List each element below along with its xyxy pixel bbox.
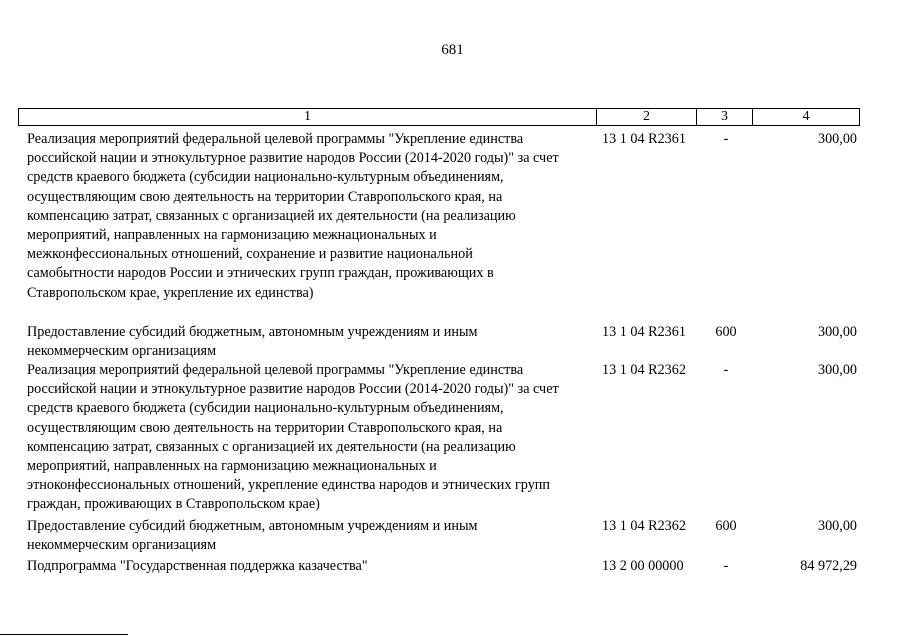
header-col-1: 1 [19,109,597,125]
row-kind: - [723,558,729,574]
description-line: осуществляющим свою деятельность на территории Ставропольского края, на [27,188,503,205]
row-code: 13 1 04 R2361 [602,324,686,340]
row-kind: - [723,131,729,147]
description-line: самобытности народов России и этнических групп граждан, проживающих в [27,265,494,282]
row-amount: 84 972,29 [800,558,857,574]
description-line: этноконфессиональных отношений, укрепление единства народов и этнических групп [27,477,550,494]
header-col-4: 4 [802,109,810,124]
row-amount: 300,00 [817,324,857,340]
row-code: 13 1 04 R2362 [602,518,686,534]
row-amount: 300,00 [817,131,857,147]
description-line: межконфессиональных отношений, сохранение и развитие национальной [27,246,473,263]
description-line: российской нации и этнокультурное развитие народов России (2014-2020 годы)" за счет [27,381,559,398]
description-line: средств краевого бюджета (субсидии национально-культурным объединениям, [27,169,504,186]
description-line: Предоставление субсидий бюджетным, автономным учреждениям и иным [27,518,478,534]
row-amount: 300,00 [817,362,857,378]
header-col-2: 2 [597,109,697,125]
description-line: Реализация мероприятий федеральной целевой программы "Укрепление единства [27,131,524,147]
row-code: 13 1 04 R2361 [602,131,686,147]
description-line: российской нации и этнокультурное развитие народов России (2014-2020 годы)" за счет [27,150,559,167]
description-line: граждан, проживающих в Ставропольском крае) [27,496,320,513]
description-line: средств краевого бюджета (субсидии национально-культурным объединениям, [27,400,504,417]
description-line: компенсацию затрат, связанных с организацией их деятельности (на реализацию [27,438,516,455]
row-description [27,517,597,555]
description-line: Предоставление субсидий бюджетным, автономным учреждениям и иным [27,324,478,340]
description-line: Реализация мероприятий федеральной целевой программы "Укрепление единства [27,362,524,378]
description-line: Подпрограмма "Государственная поддержка казачества" [27,558,368,574]
description-line: некоммерческим организациям [27,537,217,554]
description-line: некоммерческим организациям [27,343,217,360]
description-line: компенсацию затрат, связанных с организацией их деятельности (на реализацию [27,207,516,224]
row-kind: - [723,362,729,378]
page-number: 681 [441,42,464,58]
row-code: 13 2 00 00000 [602,558,684,574]
row-description [27,130,597,303]
description-line: мероприятий, направленных на гармонизацию межнациональных и [27,227,437,244]
description-line: мероприятий, направленных на гармонизацию межнациональных и [27,458,437,475]
description-line: осуществляющим свою деятельность на территории Ставропольского края, на [27,419,503,436]
row-description [27,323,597,361]
footnote-divider [0,634,128,635]
description-line: Ставропольском крае, укрепление их единства) [27,284,314,301]
row-kind: 600 [715,518,737,534]
row-kind: 600 [715,324,737,340]
row-description [27,557,597,576]
row-code: 13 1 04 R2362 [602,362,686,378]
header-col-3: 3 [697,109,753,125]
row-amount: 300,00 [817,518,857,534]
table-header [18,108,860,126]
row-description [27,361,597,515]
